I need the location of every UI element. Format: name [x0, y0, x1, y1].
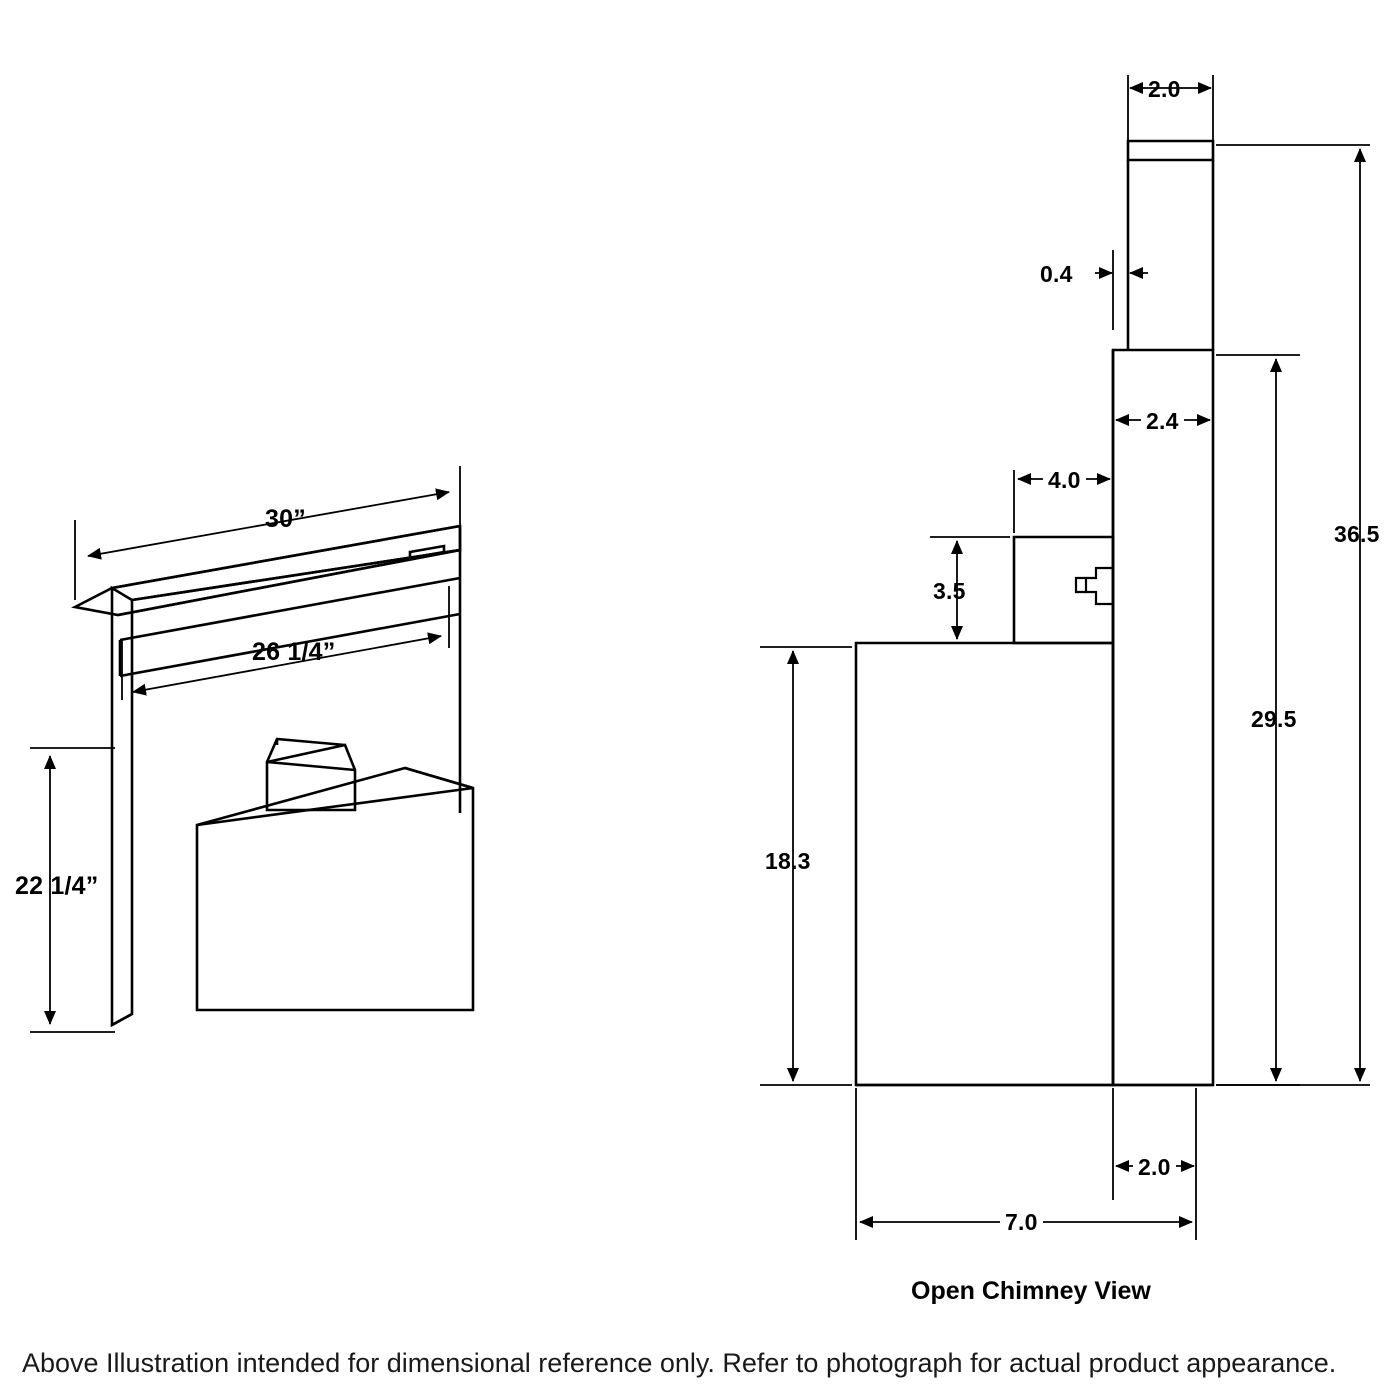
left-isometric-view [75, 526, 473, 1025]
dim-label-bracket-offset: 4.0 [1043, 467, 1086, 494]
dim-label-bracket-height: 3.5 [933, 578, 966, 604]
dim-label-chimney-depth-bottom: 2.0 [1133, 1154, 1176, 1181]
right-open-chimney-view [856, 141, 1213, 1085]
dim-label-duct-offset: 0.4 [1040, 261, 1073, 287]
dim-label-duct-width-top: 2.0 [1148, 76, 1181, 102]
dim-label-chimney-width: 2.4 [1141, 408, 1184, 435]
dim-36-5 [1216, 145, 1370, 1085]
illustration-footnote: Above Illustration intended for dimensional reference only. Refer to photograph for actual product appearance. [22, 1348, 1337, 1378]
dim-label-width-inner: 26 1/4” [252, 638, 336, 666]
dim-label-total-height: 36.5 [1334, 521, 1380, 547]
dim-label-body-height: 18.3 [765, 848, 811, 874]
dim-label-chimney-height: 29.5 [1251, 706, 1297, 732]
dim-0-4 [1095, 250, 1148, 330]
dim-2-0-bottom [1113, 1088, 1196, 1200]
open-chimney-view-caption: Open Chimney View [911, 1277, 1151, 1305]
dim-label-width-overall: 30” [265, 505, 306, 533]
dim-label-height-overall: 22 1/4” [15, 872, 99, 900]
dim-label-body-depth: 7.0 [1000, 1209, 1043, 1236]
